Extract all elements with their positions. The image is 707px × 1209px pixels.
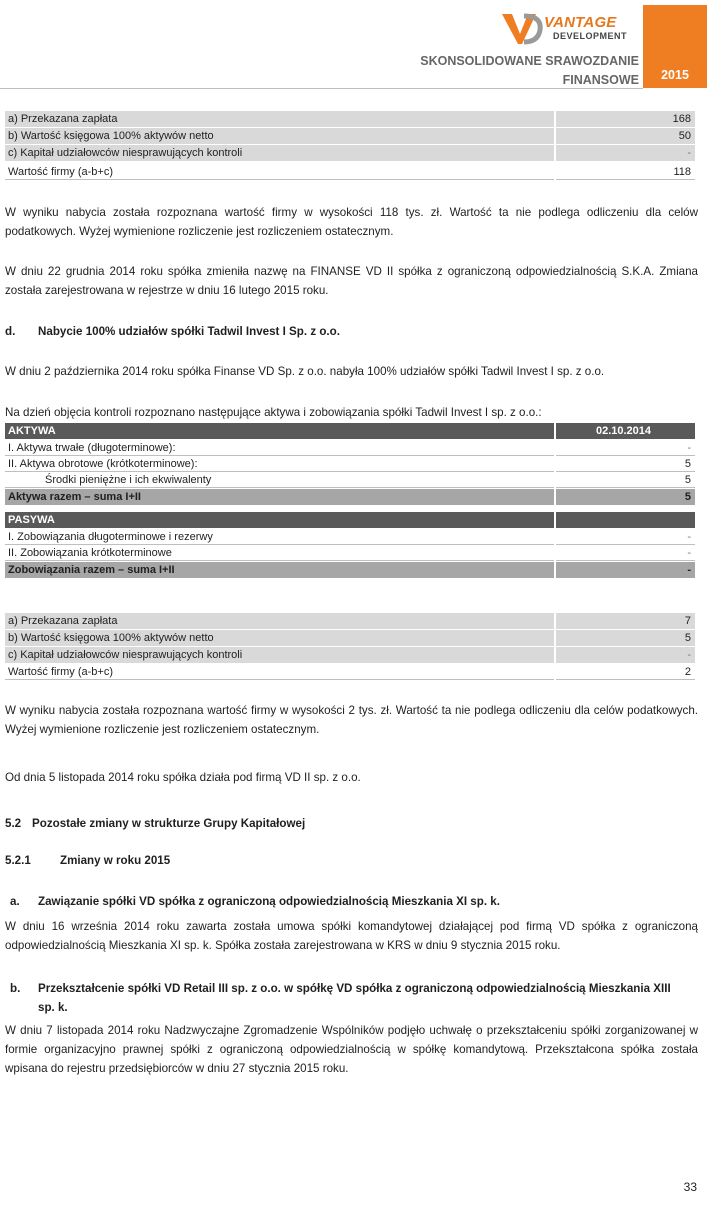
section-heading-continued: sp. k. (38, 1001, 68, 1014)
section-heading: Pozostałe zmiany w strukturze Grupy Kapitałowej (32, 817, 306, 830)
section-heading: Nabycie 100% udziałów spółki Tadwil Invest I Sp. z o.o. (38, 325, 340, 338)
table-row: a) Przekazana zapłata 168 (5, 111, 695, 127)
company-logo (500, 10, 640, 50)
table-row: I. Aktywa trwałe (długoterminowe): - (5, 440, 695, 456)
header-divider (0, 88, 643, 89)
table-row: Środki pieniężne i ich ekwiwalenty 5 (5, 472, 695, 488)
paragraph: Na dzień objęcia kontroli rozpoznano następujące aktywa i zobowiązania spółki Tadwil Invest I sp. z o.o.: (5, 406, 542, 419)
report-year: 2015 (661, 68, 689, 82)
paragraph: W dniu 7 listopada 2014 roku Nadzwyczajne Zgromadzenie Wspólników podjęło uchwałę o przekształceniu spółki zorganizowanej w formie organizacyjno prawnej spółki z ograniczoną odpowiedzialnością w spółkę komandytową. Przekształcona spółka została wpisana do rejestru przedsiębiorców w dniu 27 stycznia 2015 roku. (5, 1024, 698, 1075)
table-row: I. Zobowiązania długoterminowe i rezerwy - (5, 529, 695, 545)
paragraph: W wyniku nabycia została rozpoznana wartość firmy w wysokości 118 tys. zł. Wartość ta nie podlega odliczeniu dla celów podatkowych. Wyżej wymienione rozliczenie jest rozliczeniem ostatecznym. (5, 206, 698, 238)
table-row-total: Wartość firmy (a-b+c) 118 (5, 164, 695, 180)
table-row: a) Przekazana zapłata 7 (5, 613, 695, 629)
section-number: b. (10, 982, 21, 995)
paragraph: W wyniku nabycia została rozpoznana wartość firmy w wysokości 2 tys. zł. Wartość ta nie podlega odliczeniu dla celów podatkowych. Wyżej wymienione rozliczenie jest rozliczeniem ostatecznym. (5, 704, 698, 736)
paragraph: W dniu 2 października 2014 roku spółka Finanse VD Sp. z o.o. nabyła 100% udziałów spółki Tadwil Invest I sp. z o.o. (5, 365, 605, 378)
document-title-line1: SKONSOLIDOWANE SRAWOZDANIE (420, 54, 639, 68)
table-row: c) Kapitał udziałowców niesprawujących kontroli - (5, 647, 695, 663)
logo-subtext: DEVELOPMENT (553, 31, 628, 41)
section-heading: Zawiązanie spółki VD spółka z ograniczoną odpowiedzialnością Mieszkania XI sp. k. (38, 895, 500, 908)
document-title-line2: FINANSOWE (562, 73, 639, 87)
section-number: 5.2.1 (5, 854, 31, 867)
table-row-total: Zobowiązania razem – suma I+II - (5, 562, 695, 578)
table-row-total: Aktywa razem – suma I+II 5 (5, 489, 695, 505)
section-heading: Przekształcenie spółki VD Retail III sp. z o.o. w spółkę VD spółka z ograniczoną odpowiedzialnością Mieszkania XIII (38, 982, 671, 995)
table-row: II. Aktywa obrotowe (krótkoterminowe): 5 (5, 456, 695, 472)
section-number: a. (10, 895, 20, 908)
vd-logo-icon (500, 10, 544, 46)
table-row: c) Kapitał udziałowców niesprawujących kontroli - (5, 145, 695, 161)
page-number: 33 (683, 1180, 697, 1194)
table-row-total: Wartość firmy (a-b+c) 2 (5, 664, 695, 680)
paragraph: W dniu 16 września 2014 roku zawarta została umowa spółki komandytowej działającej pod firmą VD spółka z ograniczoną odpowiedzialnością Mieszkania XI sp. k. Spółka została zarejestrowana w KRS w dniu 9 stycznia 2015 roku. (5, 920, 698, 952)
table-row: II. Zobowiązania krótkoterminowe - (5, 545, 695, 561)
table-header: PASYWA (5, 512, 695, 528)
table-header: AKTYWA 02.10.2014 (5, 423, 695, 439)
document-title (420, 52, 639, 90)
section-number: d. (5, 325, 16, 338)
table-row: b) Wartość księgowa 100% aktywów netto 5 (5, 630, 695, 646)
paragraph: Od dnia 5 listopada 2014 roku spółka działa pod firmą VD II sp. z o.o. (5, 771, 361, 784)
table-row: b) Wartość księgowa 100% aktywów netto 50 (5, 128, 695, 144)
section-number: 5.2 (5, 817, 22, 830)
logo-wordmark: VANTAGE (544, 14, 617, 31)
paragraph: W dniu 22 grudnia 2014 roku spółka zmieniła nazwę na FINANSE VD II spółka z ograniczoną odpowiedzialnością S.K.A. Zmiana została zarejestrowana w rejestrze w dniu 16 lutego 2015 roku. (5, 265, 698, 297)
section-heading: Zmiany w roku 2015 (60, 854, 171, 867)
